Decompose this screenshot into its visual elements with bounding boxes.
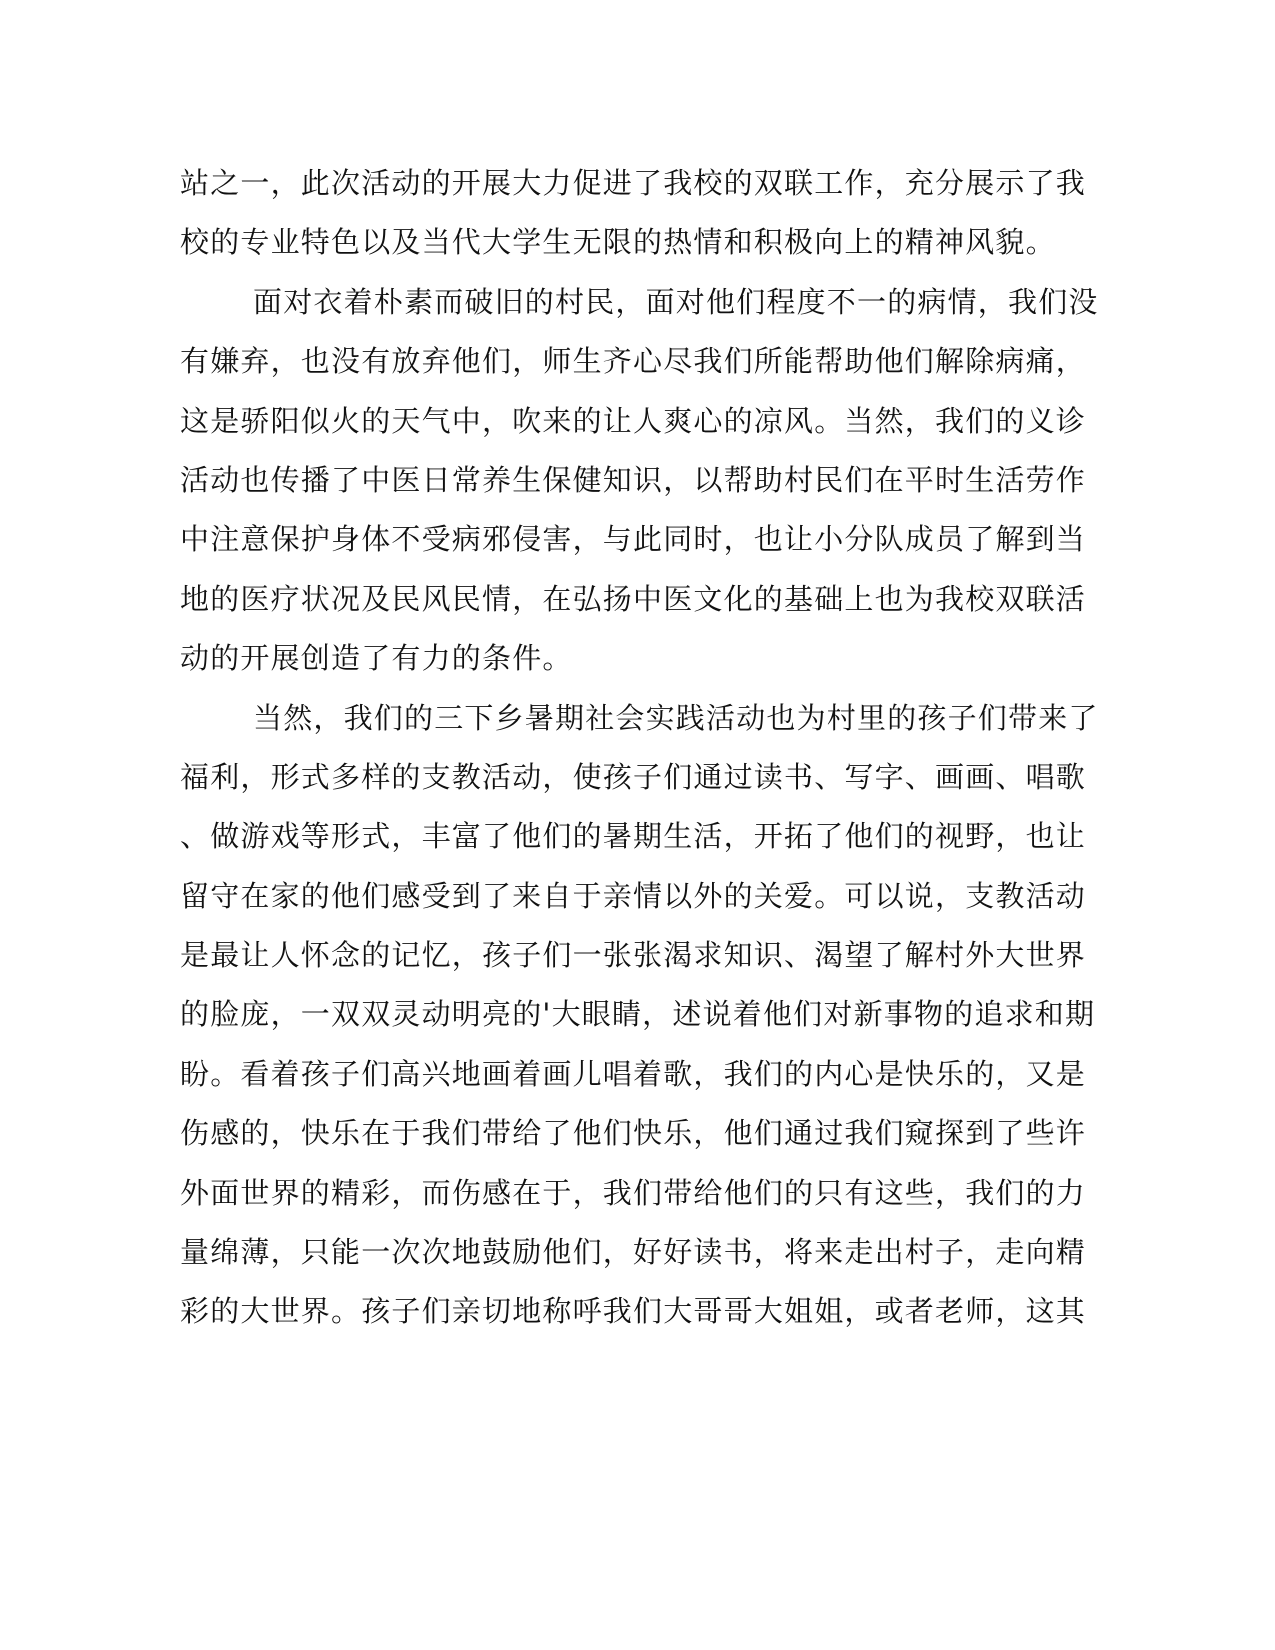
text-line: 、做游戏等形式，丰富了他们的暑期生活，开拓了他们的视野，也让 bbox=[180, 819, 1087, 854]
text-line: 活动也传播了中医日常养生保健知识，以帮助村民们在平时生活劳作 bbox=[180, 462, 1087, 497]
text-line: 地的医疗状况及民风民情，在弘扬中医文化的基础上也为我校双联活 bbox=[180, 581, 1087, 616]
paragraph-first-line: 面对衣着朴素而破旧的村民，面对他们程度不一的病情，我们没 bbox=[253, 284, 1099, 319]
text-line: 中注意保护身体不受病邪侵害，与此同时，也让小分队成员了解到当 bbox=[180, 522, 1087, 557]
text-line: 这是骄阳似火的天气中，吹来的让人爽心的凉风。当然，我们的义诊 bbox=[180, 403, 1087, 438]
text-line: 伤感的，快乐在于我们带给了他们快乐，他们通过我们窥探到了些许 bbox=[180, 1116, 1087, 1151]
text-line: 外面世界的精彩，而伤感在于，我们带给他们的只有这些，我们的力 bbox=[180, 1175, 1087, 1210]
text-line: 校的专业特色以及当代大学生无限的热情和积极向上的精神风貌。 bbox=[180, 225, 1056, 260]
text-line: 站之一，此次活动的开展大力促进了我校的双联工作，充分展示了我 bbox=[180, 166, 1087, 200]
text-line: 盼。看着孩子们高兴地画着画儿唱着歌，我们的内心是快乐的，又是 bbox=[180, 1056, 1087, 1091]
paragraph-first-line: 当然，我们的三下乡暑期社会实践活动也为村里的孩子们带来了 bbox=[253, 700, 1099, 735]
text-line: 彩的大世界。孩子们亲切地称呼我们大哥哥大姐姐，或者老师，这其 bbox=[180, 1294, 1087, 1329]
body-text bbox=[180, 154, 1099, 1342]
text-line: 动的开展创造了有力的条件。 bbox=[180, 641, 573, 676]
text-line: 有嫌弃，也没有放弃他们，师生齐心尽我们所能帮助他们解除病痛， bbox=[180, 344, 1087, 379]
text-line: 留守在家的他们感受到了来自于亲情以外的关爱。可以说，支教活动 bbox=[180, 878, 1087, 913]
text-line: 量绵薄，只能一次次地鼓励他们，好好读书，将来走出村子，走向精 bbox=[180, 1235, 1087, 1270]
text-line: 福利，形式多样的支教活动，使孩子们通过读书、写字、画画、唱歌 bbox=[180, 759, 1087, 794]
text-line: 的脸庞，一双双灵动明亮的'大眼睛，述说着他们对新事物的追求和期 bbox=[180, 997, 1096, 1032]
text-line: 是最让人怀念的记忆，孩子们一张张渴求知识、渴望了解村外大世界 bbox=[180, 938, 1087, 973]
